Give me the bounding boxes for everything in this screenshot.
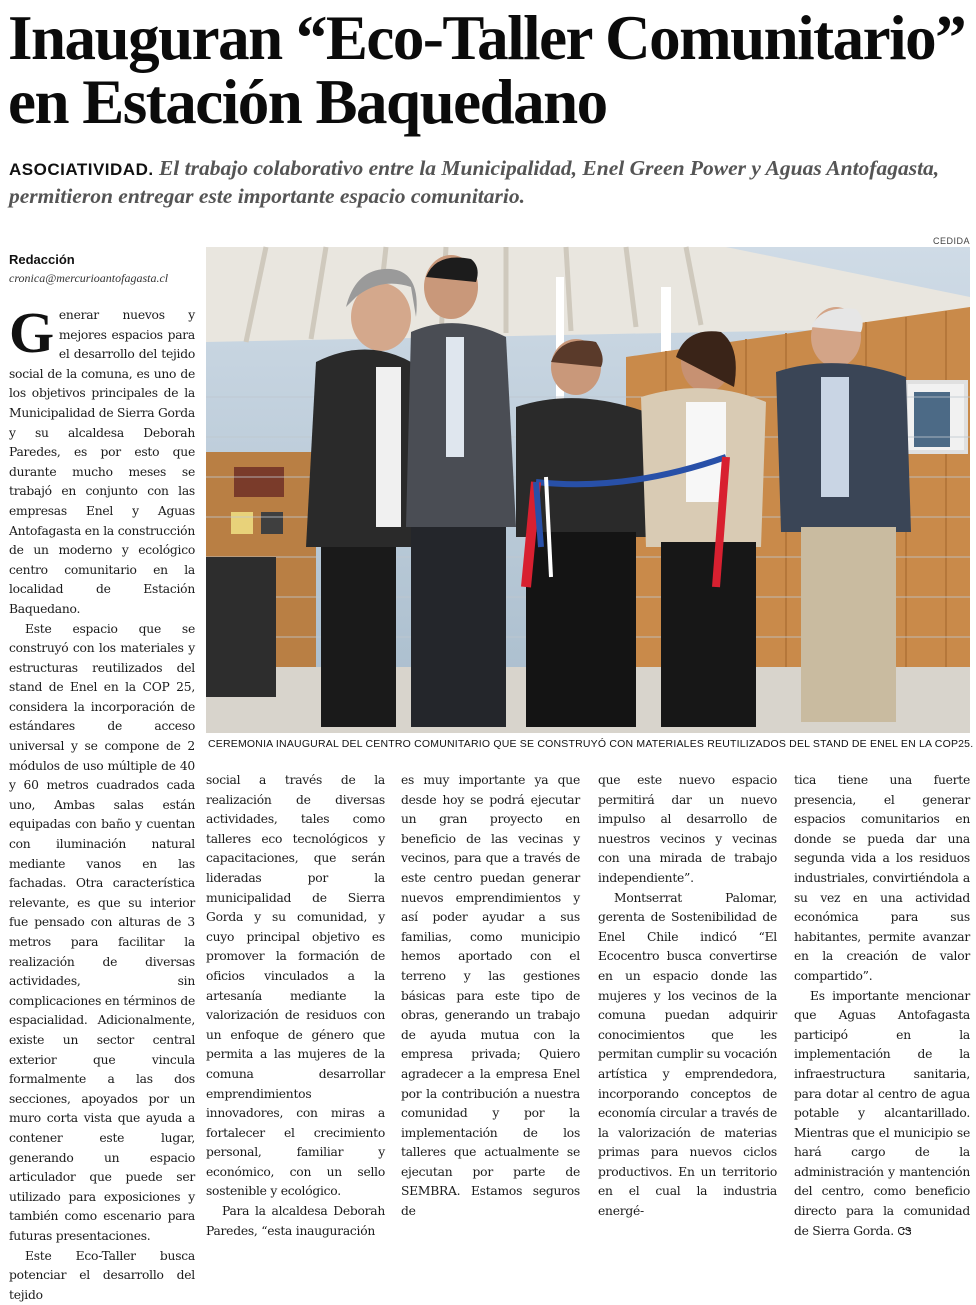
photo-credit: CEDIDA [933, 236, 970, 246]
paragraph: Montserrat Palomar, gerenta de Sostenibilidad de Enel Chile indicó “El Ecocentro busca convertirse en un espacio donde las mujeres y los vecinos de la comuna puedan adquirir conocimientos que les permitan cumplir su vocación artística y emprendedora, incorporando conceptos de economía circular a través de la valorización de materias primas para nuevos ciclos productivos. En un territorio en el cual la industria energé- [598, 889, 777, 1222]
photo-caption: CEREMONIA INAUGURAL DEL CENTRO COMUNITARIO QUE SE CONSTRUYÓ CON MATERIALES REUTILIZADOS DEL STAND DE ENEL EN LA COP25. [208, 737, 972, 751]
body-column-2 [206, 771, 385, 1241]
author-email: cronica@mercurioantofagasta.cl [9, 270, 199, 286]
headline [8, 6, 968, 134]
body-column-5 [794, 771, 970, 1241]
byline [9, 252, 199, 286]
body-column-1 [9, 306, 195, 1305]
paragraph [9, 306, 195, 620]
paragraph [794, 987, 970, 1242]
lead-text: El trabajo colaborativo entre la Municipalidad, Enel Green Power y Aguas Antofagasta, permitieron entregar este importante espacio comunitario. [9, 156, 939, 208]
kicker: ASOCIATIVIDAD. [9, 160, 154, 179]
body-column-3 [401, 771, 580, 1222]
ribbon-cutting-photo [206, 247, 970, 733]
paragraph: que este nuevo espacio permitirá dar un nuevo impulso al desarrollo de nuestros vecinos y vecinas con una mirada de trabajo independiente”. [598, 771, 777, 889]
drop-cap: G [9, 310, 54, 356]
paragraph: social a través de la realización de diversas actividades, tales como talleres eco tecnológicos y capacitaciones, que serán lideradas por la municipalidad de Sierra Gorda y su comunidad, y cuyo principal objetivo es promover la formación de oficios vinculados a la artesanía mediante la valorización de residuos con un enfoque de género que permita a las mujeres de la comuna desarrollar emprendimientos innovadores, con miras a fortalecer el crecimiento personal, familiar y económico, con un sello sostenible y ecológico. [206, 771, 385, 1202]
body-column-4 [598, 771, 777, 1222]
end-mark-icon: ᏣᏕ [898, 1225, 912, 1238]
paragraph: Para la alcaldesa Deborah Paredes, “esta inauguración [206, 1202, 385, 1241]
article-photo [206, 247, 970, 733]
paragraph-text: Es importante mencionar que Aguas Antofagasta participó en la implementación de la infraestructura sanitaria, para dotar al centro de agua potable y alcantarillado. Mientras que el municipio se hará cargo de la administración y mantención del centro, como beneficio directo para la comunidad de Sierra Gorda. [794, 989, 970, 1238]
paragraph: Este Eco-Taller busca potenciar el desarrollo del tejido [9, 1247, 195, 1305]
paragraph: Este espacio que se construyó con los materiales y estructuras reutilizados del stand de Enel en la COP 25, considera la incorporación de estándares de acceso universal y se compone de 2 módulos de uso múltiple de 40 y 60 metros cuadrados cada uno, Ambas salas están equipadas con baño y cuentan con iluminación natural mediante vanos en las fachadas. Otra característica relevante, es que su interior fue pensado con alturas de 3 metros para facilitar la realización de diversas actividades, sin complicaciones en términos de espacialidad. Adicionalmente, existe un sector central exterior que vincula formalmente a las dos secciones, apoyados por un muro corta vista que ayuda a contener este lugar, generando un espacio articulador que puede ser utilizado para exposiciones y también como escenario para futuras presentaciones. [9, 620, 195, 1247]
author: Redacción [9, 252, 199, 268]
headline-line-2: en Estación Baquedano [8, 70, 968, 134]
paragraph: tica tiene una fuerte presencia, el generar espacios comunitarios en donde se pueda dar una segunda vida a los residuos industriales, convirtiéndola a su vez en una actividad económica para sus habitantes, permite avanzar en la creación de valor compartido”. [794, 771, 970, 987]
paragraph: es muy importante ya que desde hoy se podrá ejecutar un gran proyecto en beneficio de las vecinas y vecinos, para que a través de este centro puedan generar nuevos emprendimientos y así poder ayudar a sus familias, como municipio hemos aportado con el terreno y las gestiones básicas para este tipo de obras, generando un trabajo de ayuda mutua con la empresa privada; Quiero agradecer a la empresa Enel por la contribución a nuestra comunidad y por la implementación de los talleres que actualmente se ejecutan por parte de SEMBRA. Estamos seguros de [401, 771, 580, 1222]
subheadline [9, 155, 964, 209]
headline-line-1: Inauguran “Eco-Taller Comunitario” [8, 6, 968, 70]
paragraph-text: enerar nuevos y mejores espacios para el desarrollo del tejido social de la comuna, es uno de los objetivos principales de la Municipalidad de Sierra Gorda y su alcaldesa Deborah Paredes, es por esto que durante mucho meses se trabajó en conjunto con las empresas Enel y Aguas Antofagasta en la construcción de un moderno y ecológico centro comunitario en la localidad de Estación Baquedano. [9, 308, 195, 616]
